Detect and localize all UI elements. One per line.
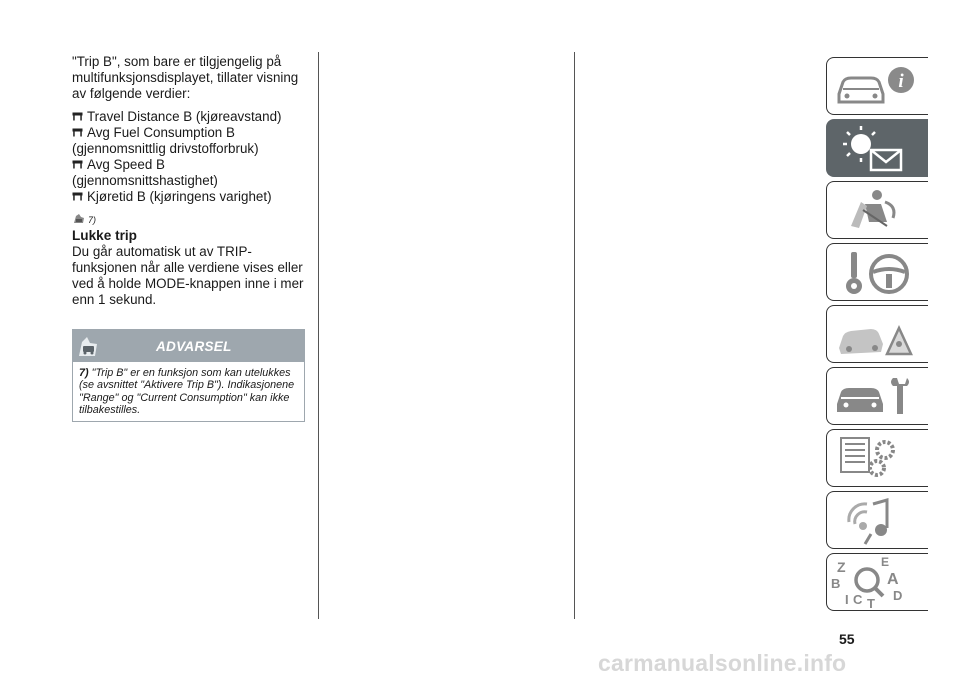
warning-text: "Trip B" er en funksjon som kan utelukkes (se avsnittet "Aktivere Trip B"). Indikasjonene "Range" og "Current Consumption" kan ikke tilbakestilles. [79,367,295,416]
specs-gear-icon [827,430,929,488]
tab-car-maintenance[interactable] [826,367,928,425]
warning-lights-icon [827,120,929,178]
svg-text:i: i [898,71,904,92]
list-item: Avg Fuel Consumption B (gjennomsnittlig drivstofforbruk) [72,125,259,156]
tab-seat-airbag[interactable] [826,181,928,239]
warning-reference: 7) [72,209,308,225]
svg-text:I: I [845,592,849,607]
column-divider [318,52,319,619]
tab-warning-lights[interactable] [826,119,928,177]
warning-title: ADVARSEL [156,339,232,354]
warning-header [72,329,305,362]
warning-box [72,329,305,422]
svg-text:E: E [881,555,890,569]
list-item: Avg Speed B (gjennomsnittshastighet) [72,157,218,188]
section-heading: Lukke trip [72,228,137,243]
warning-number: 7) [79,367,89,379]
watermark: carmanualsonline.info [598,650,847,676]
car-info-icon [827,58,929,116]
column-divider [574,52,575,619]
bullet-icon [72,112,83,121]
hand-car-icon [72,212,86,225]
svg-text:D: D [893,588,903,603]
bullet-icon [72,160,83,169]
multimedia-icon [827,492,929,550]
tab-multimedia[interactable] [826,491,928,549]
main-column [72,54,308,308]
page-number: 55 [839,631,855,647]
list-item: Travel Distance B (kjøreavstand) [72,109,308,125]
svg-text:T: T [867,596,875,611]
svg-text:C: C [853,592,863,607]
tab-index[interactable] [826,553,928,611]
index-icon [827,554,929,612]
svg-text:Z: Z [837,559,846,575]
tab-car-info[interactable] [826,57,928,115]
hand-car-icon [76,332,102,359]
bullet-icon [72,192,83,201]
car-warning-triangle-icon [827,306,929,364]
warning-body [72,362,305,422]
bullet-icon [72,128,83,137]
svg-text:B: B [831,576,841,591]
car-maintenance-icon [827,368,929,426]
intro-text: "Trip B", som bare er tilgjengelig på multifunksjonsdisplayet, tillater visning av følgende verdier: [72,54,299,101]
tab-key-steering[interactable] [826,243,928,301]
tab-specs[interactable] [826,429,928,487]
seat-airbag-icon [827,182,929,240]
list-item: Kjøretid B (kjøringens varighet) [72,189,308,205]
key-steering-icon [827,244,929,302]
tab-car-warning[interactable] [826,305,928,363]
svg-text:A: A [887,571,899,588]
section-body: Du går automatisk ut av TRIP-funksjonen når alle verdiene vises eller ved å holde MODE-knappen inne i mer enn 1 sekund. [72,244,304,307]
